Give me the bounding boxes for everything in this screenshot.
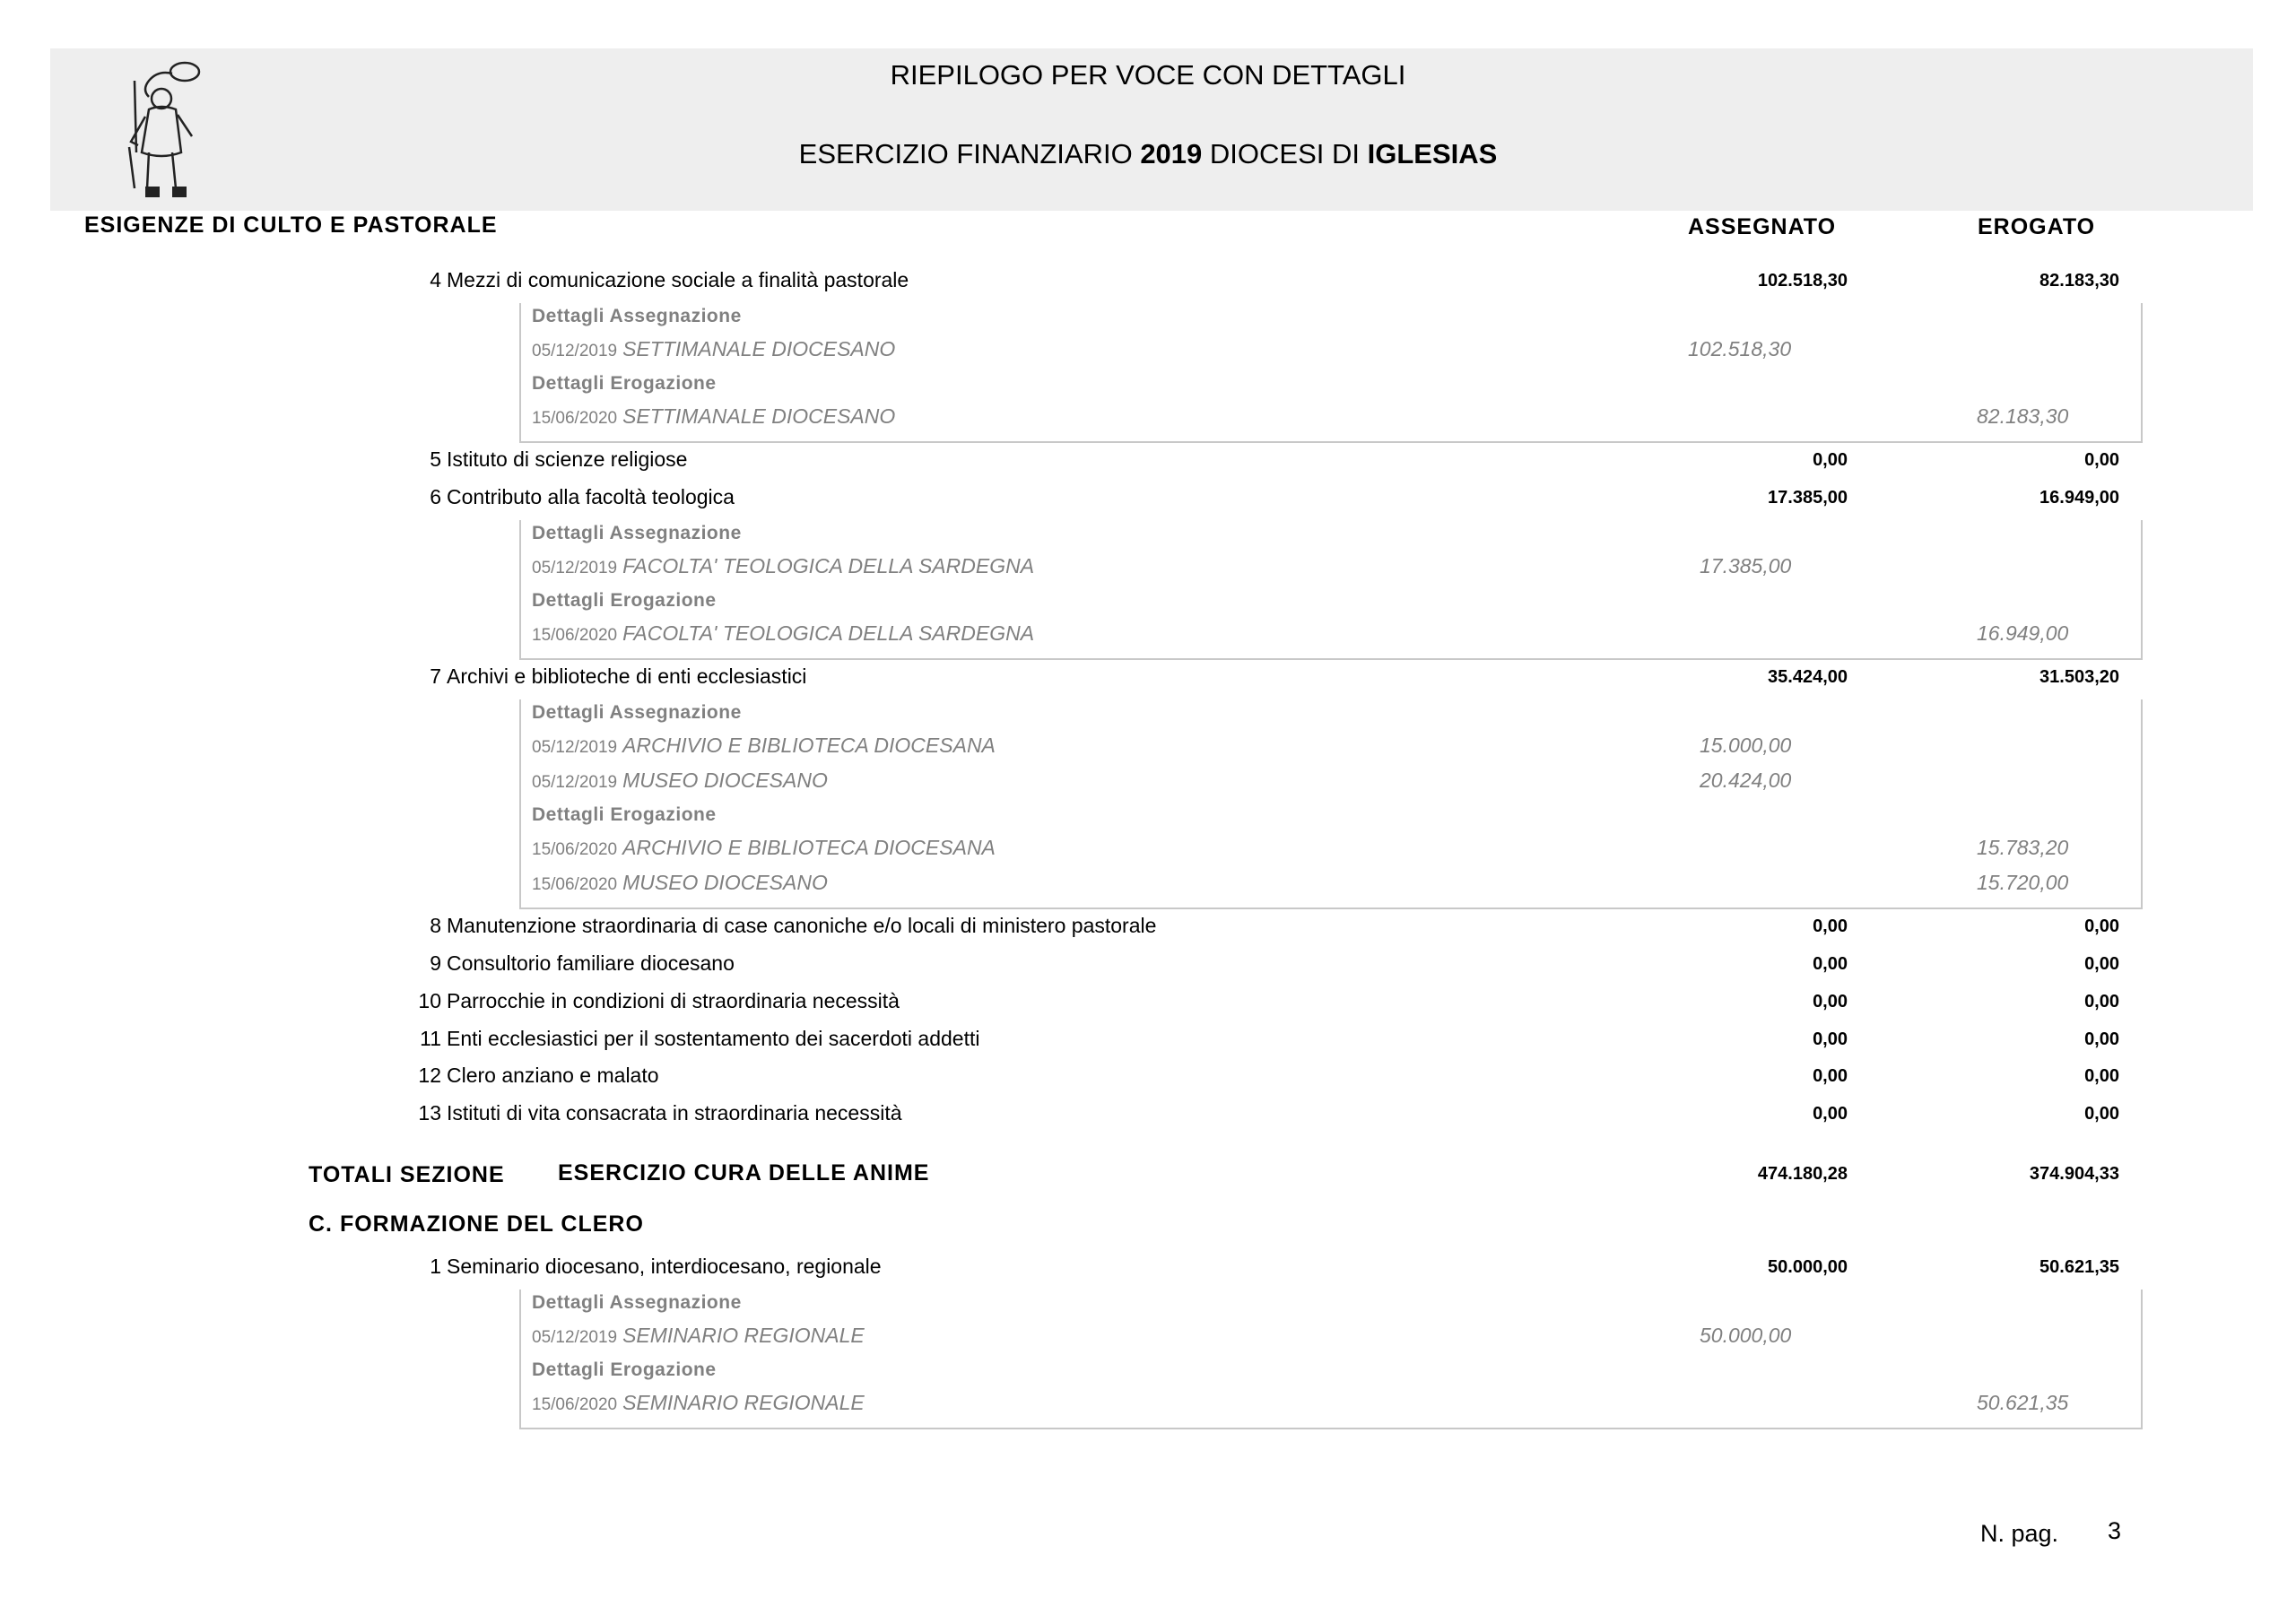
item-assegnato: 50.000,00	[1768, 1257, 1848, 1277]
totals-assegnato: 474.180,28	[1757, 1164, 1848, 1184]
item-assegnato: 0,00	[1813, 1066, 1848, 1086]
detail-assegnazione-label: Dettagli Assegnazione	[532, 306, 742, 326]
item-erogato: 0,00	[2084, 1066, 2119, 1086]
item-assegnato: 0,00	[1813, 954, 1848, 974]
detail-row: 15/06/2020 SEMINARIO REGIONALE	[532, 1391, 865, 1414]
item-row-c1: 1 Seminario diocesano, interdiocesano, regionale	[430, 1255, 882, 1278]
detail-erogazione-label: Dettagli Erogazione	[532, 1359, 717, 1380]
detail-erogazione-label: Dettagli Erogazione	[532, 590, 717, 611]
detail-amount: 15.783,20	[1977, 836, 2069, 859]
item-row-11: 11 Enti ecclesiastici per il sostentamento dei sacerdoti addetti	[420, 1027, 980, 1050]
section-title: ESIGENZE DI CULTO E PASTORALE	[84, 213, 498, 238]
section-c-title: C. FORMAZIONE DEL CLERO	[309, 1211, 644, 1237]
col-erogato-header: EROGATO	[1978, 214, 2096, 239]
detail-amount: 20.424,00	[1700, 769, 1792, 792]
item-assegnato: 35.424,00	[1768, 667, 1848, 687]
item-assegnato: 0,00	[1813, 916, 1848, 936]
item-row-6: 6 Contributo alla facoltà teologica	[430, 485, 735, 508]
subtitle-prefix: ESERCIZIO FINANZIARIO	[798, 138, 1133, 169]
report-subtitle	[0, 138, 2296, 170]
item-assegnato: 17.385,00	[1768, 488, 1848, 508]
item-assegnato: 0,00	[1813, 992, 1848, 1012]
detail-row: 05/12/2019 SEMINARIO REGIONALE	[532, 1324, 865, 1347]
item-number: 4	[430, 268, 441, 291]
item-assegnato: 0,00	[1813, 1104, 1848, 1124]
detail-row: 05/12/2019 MUSEO DIOCESANO	[532, 769, 828, 792]
item-row-8: 8 Manutenzione straordinaria di case canoniche e/o locali di ministero pastorale	[430, 914, 1157, 937]
item-erogato: 0,00	[2084, 1104, 2119, 1124]
detail-row: 15/06/2020 MUSEO DIOCESANO	[532, 871, 828, 894]
subtitle-mid: DIOCESI DI	[1209, 138, 1360, 169]
detail-row: 15/06/2020 FACOLTA' TEOLOGICA DELLA SARDEGNA	[532, 621, 1035, 645]
detail-row: 15/06/2020 SETTIMANALE DIOCESANO	[532, 404, 896, 428]
col-assegnato-header: ASSEGNATO	[1688, 214, 1837, 239]
detail-erogazione-label: Dettagli Erogazione	[532, 804, 717, 825]
detail-amount: 16.949,00	[1977, 621, 2069, 645]
item-erogato: 0,00	[2084, 1029, 2119, 1049]
detail-amount: 15.000,00	[1700, 734, 1792, 757]
totals-label: TOTALI SEZIONE	[309, 1162, 505, 1187]
detail-assegnazione-label: Dettagli Assegnazione	[532, 1292, 742, 1313]
diocese-name: IGLESIAS	[1367, 138, 1498, 169]
item-label: Mezzi di comunicazione sociale a finalità pastorale	[447, 268, 909, 291]
page-label: N. pag.	[1980, 1520, 2059, 1547]
totals-erogato: 374.904,33	[2029, 1164, 2119, 1184]
item-row-12: 12 Clero anziano e malato	[418, 1064, 659, 1087]
fiscal-year: 2019	[1140, 138, 1203, 169]
detail-amount: 102.518,30	[1688, 337, 1792, 360]
detail-row: 15/06/2020 ARCHIVIO E BIBLIOTECA DIOCESANA	[532, 836, 996, 859]
detail-amount: 82.183,30	[1977, 404, 2069, 428]
detail-amount: 15.720,00	[1977, 871, 2069, 894]
item-erogato: 0,00	[2084, 916, 2119, 936]
item-erogato: 50.621,35	[2039, 1257, 2119, 1277]
item-row-7: 7 Archivi e biblioteche di enti ecclesiastici	[430, 664, 807, 688]
item-erogato: 0,00	[2084, 954, 2119, 974]
detail-assegnazione-label: Dettagli Assegnazione	[532, 523, 742, 543]
totals-section-name: ESERCIZIO CURA DELLE ANIME	[558, 1160, 930, 1185]
item-assegnato: 102.518,30	[1757, 271, 1848, 291]
item-erogato: 0,00	[2084, 450, 2119, 470]
item-erogato: 82.183,30	[2039, 271, 2119, 291]
item-assegnato: 0,00	[1813, 450, 1848, 470]
item-row-4	[405, 268, 909, 292]
item-row-10: 10 Parrocchie in condizioni di straordinaria necessità	[418, 989, 900, 1012]
item-erogato: 0,00	[2084, 992, 2119, 1012]
item-erogato: 16.949,00	[2039, 488, 2119, 508]
item-row-5: 5 Istituto di scienze religiose	[430, 447, 688, 471]
detail-amount: 50.621,35	[1977, 1391, 2069, 1414]
item-assegnato: 0,00	[1813, 1029, 1848, 1049]
report-title: RIEPILOGO PER VOCE CON DETTAGLI	[890, 59, 1406, 91]
item-row-13: 13 Istituti di vita consacrata in straordinaria necessità	[418, 1101, 902, 1125]
detail-row: 05/12/2019 FACOLTA' TEOLOGICA DELLA SARDEGNA	[532, 554, 1035, 578]
detail-row: 05/12/2019 ARCHIVIO E BIBLIOTECA DIOCESANA	[532, 734, 996, 757]
detail-row: 05/12/2019 SETTIMANALE DIOCESANO	[532, 337, 896, 360]
detail-erogazione-label: Dettagli Erogazione	[532, 373, 717, 394]
item-erogato: 31.503,20	[2039, 667, 2119, 687]
item-row-9: 9 Consultorio familiare diocesano	[430, 951, 735, 975]
detail-amount: 50.000,00	[1700, 1324, 1792, 1347]
detail-assegnazione-label: Dettagli Assegnazione	[532, 702, 742, 723]
page-number: 3	[2108, 1517, 2122, 1544]
detail-amount: 17.385,00	[1700, 554, 1792, 578]
